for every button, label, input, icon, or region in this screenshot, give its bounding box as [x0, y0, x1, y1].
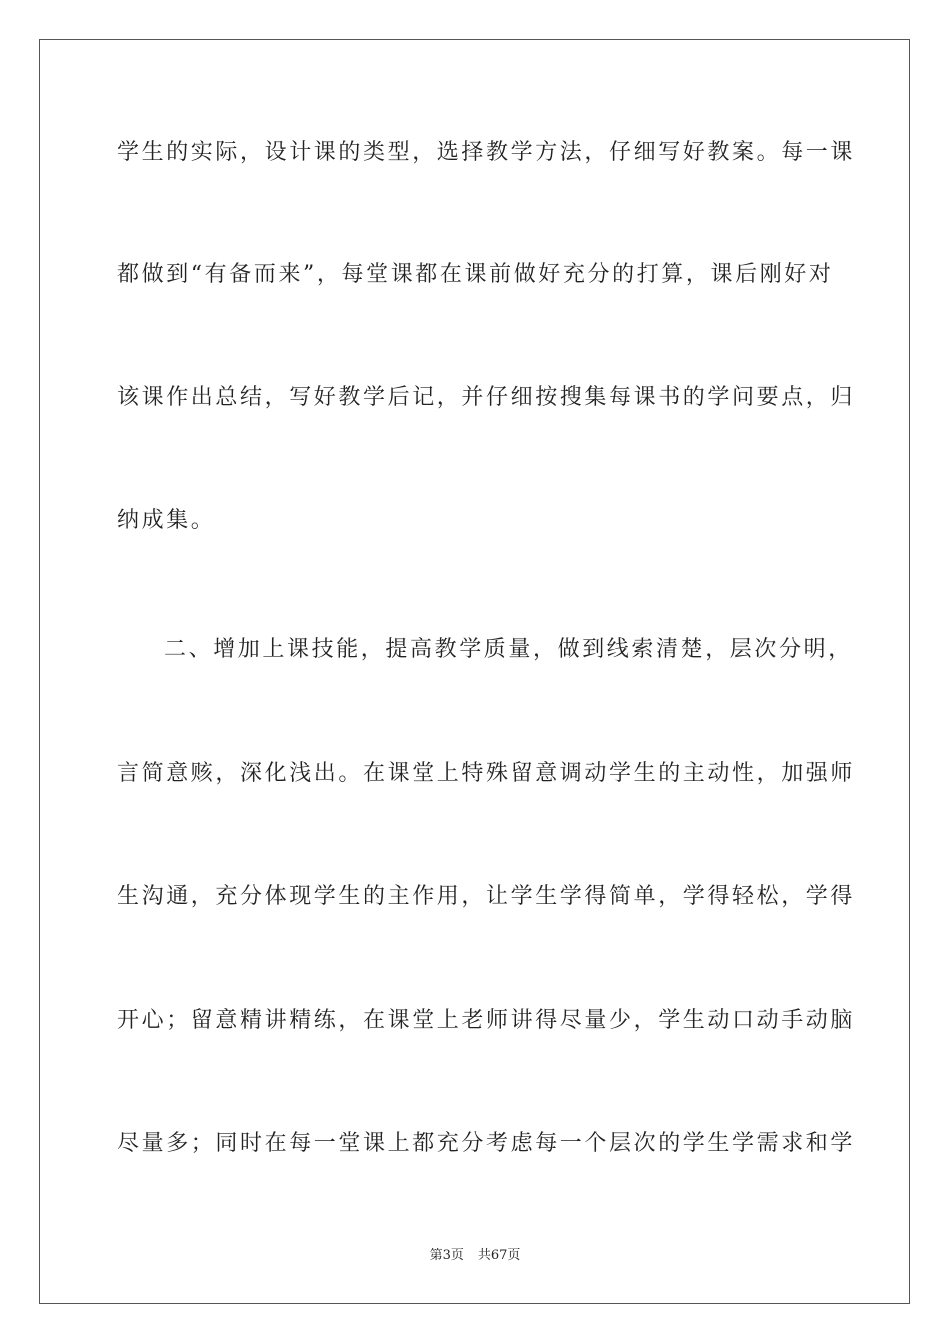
- text-line: 生沟通，充分体现学生的主作用，让学生学得简单，学得轻松，学得: [117, 884, 856, 909]
- text-line: 尽量多；同时在每一堂课上都充分考虑每一个层次的学生学需求和学: [117, 1131, 856, 1156]
- text-line: 纳成集。: [117, 508, 216, 533]
- page-border: [39, 39, 910, 1304]
- text-line: 该课作出总结，写好教学后记，并仔细按搜集每课书的学问要点，归: [117, 385, 856, 410]
- text-line: 学生的实际，设计课的类型，选择教学方法，仔细写好教案。每一课: [117, 140, 856, 165]
- page-total: 共67页: [477, 1248, 521, 1263]
- text-line: 开心；留意精讲精练，在课堂上老师讲得尽量少，学生动口动手动脑: [117, 1008, 856, 1033]
- page-number: 第3页: [429, 1248, 464, 1263]
- text-line: 言简意赅，深化浅出。在课堂上特殊留意调动学生的主动性，加强师: [117, 761, 856, 786]
- page-footer: [0, 1247, 950, 1265]
- text-line-paragraph-start: 二、增加上课技能，提高教学质量，做到线索清楚，层次分明，: [164, 637, 853, 662]
- text-line: 都做到“有备而来”，每堂课都在课前做好充分的打算，课后刚好对: [117, 262, 834, 287]
